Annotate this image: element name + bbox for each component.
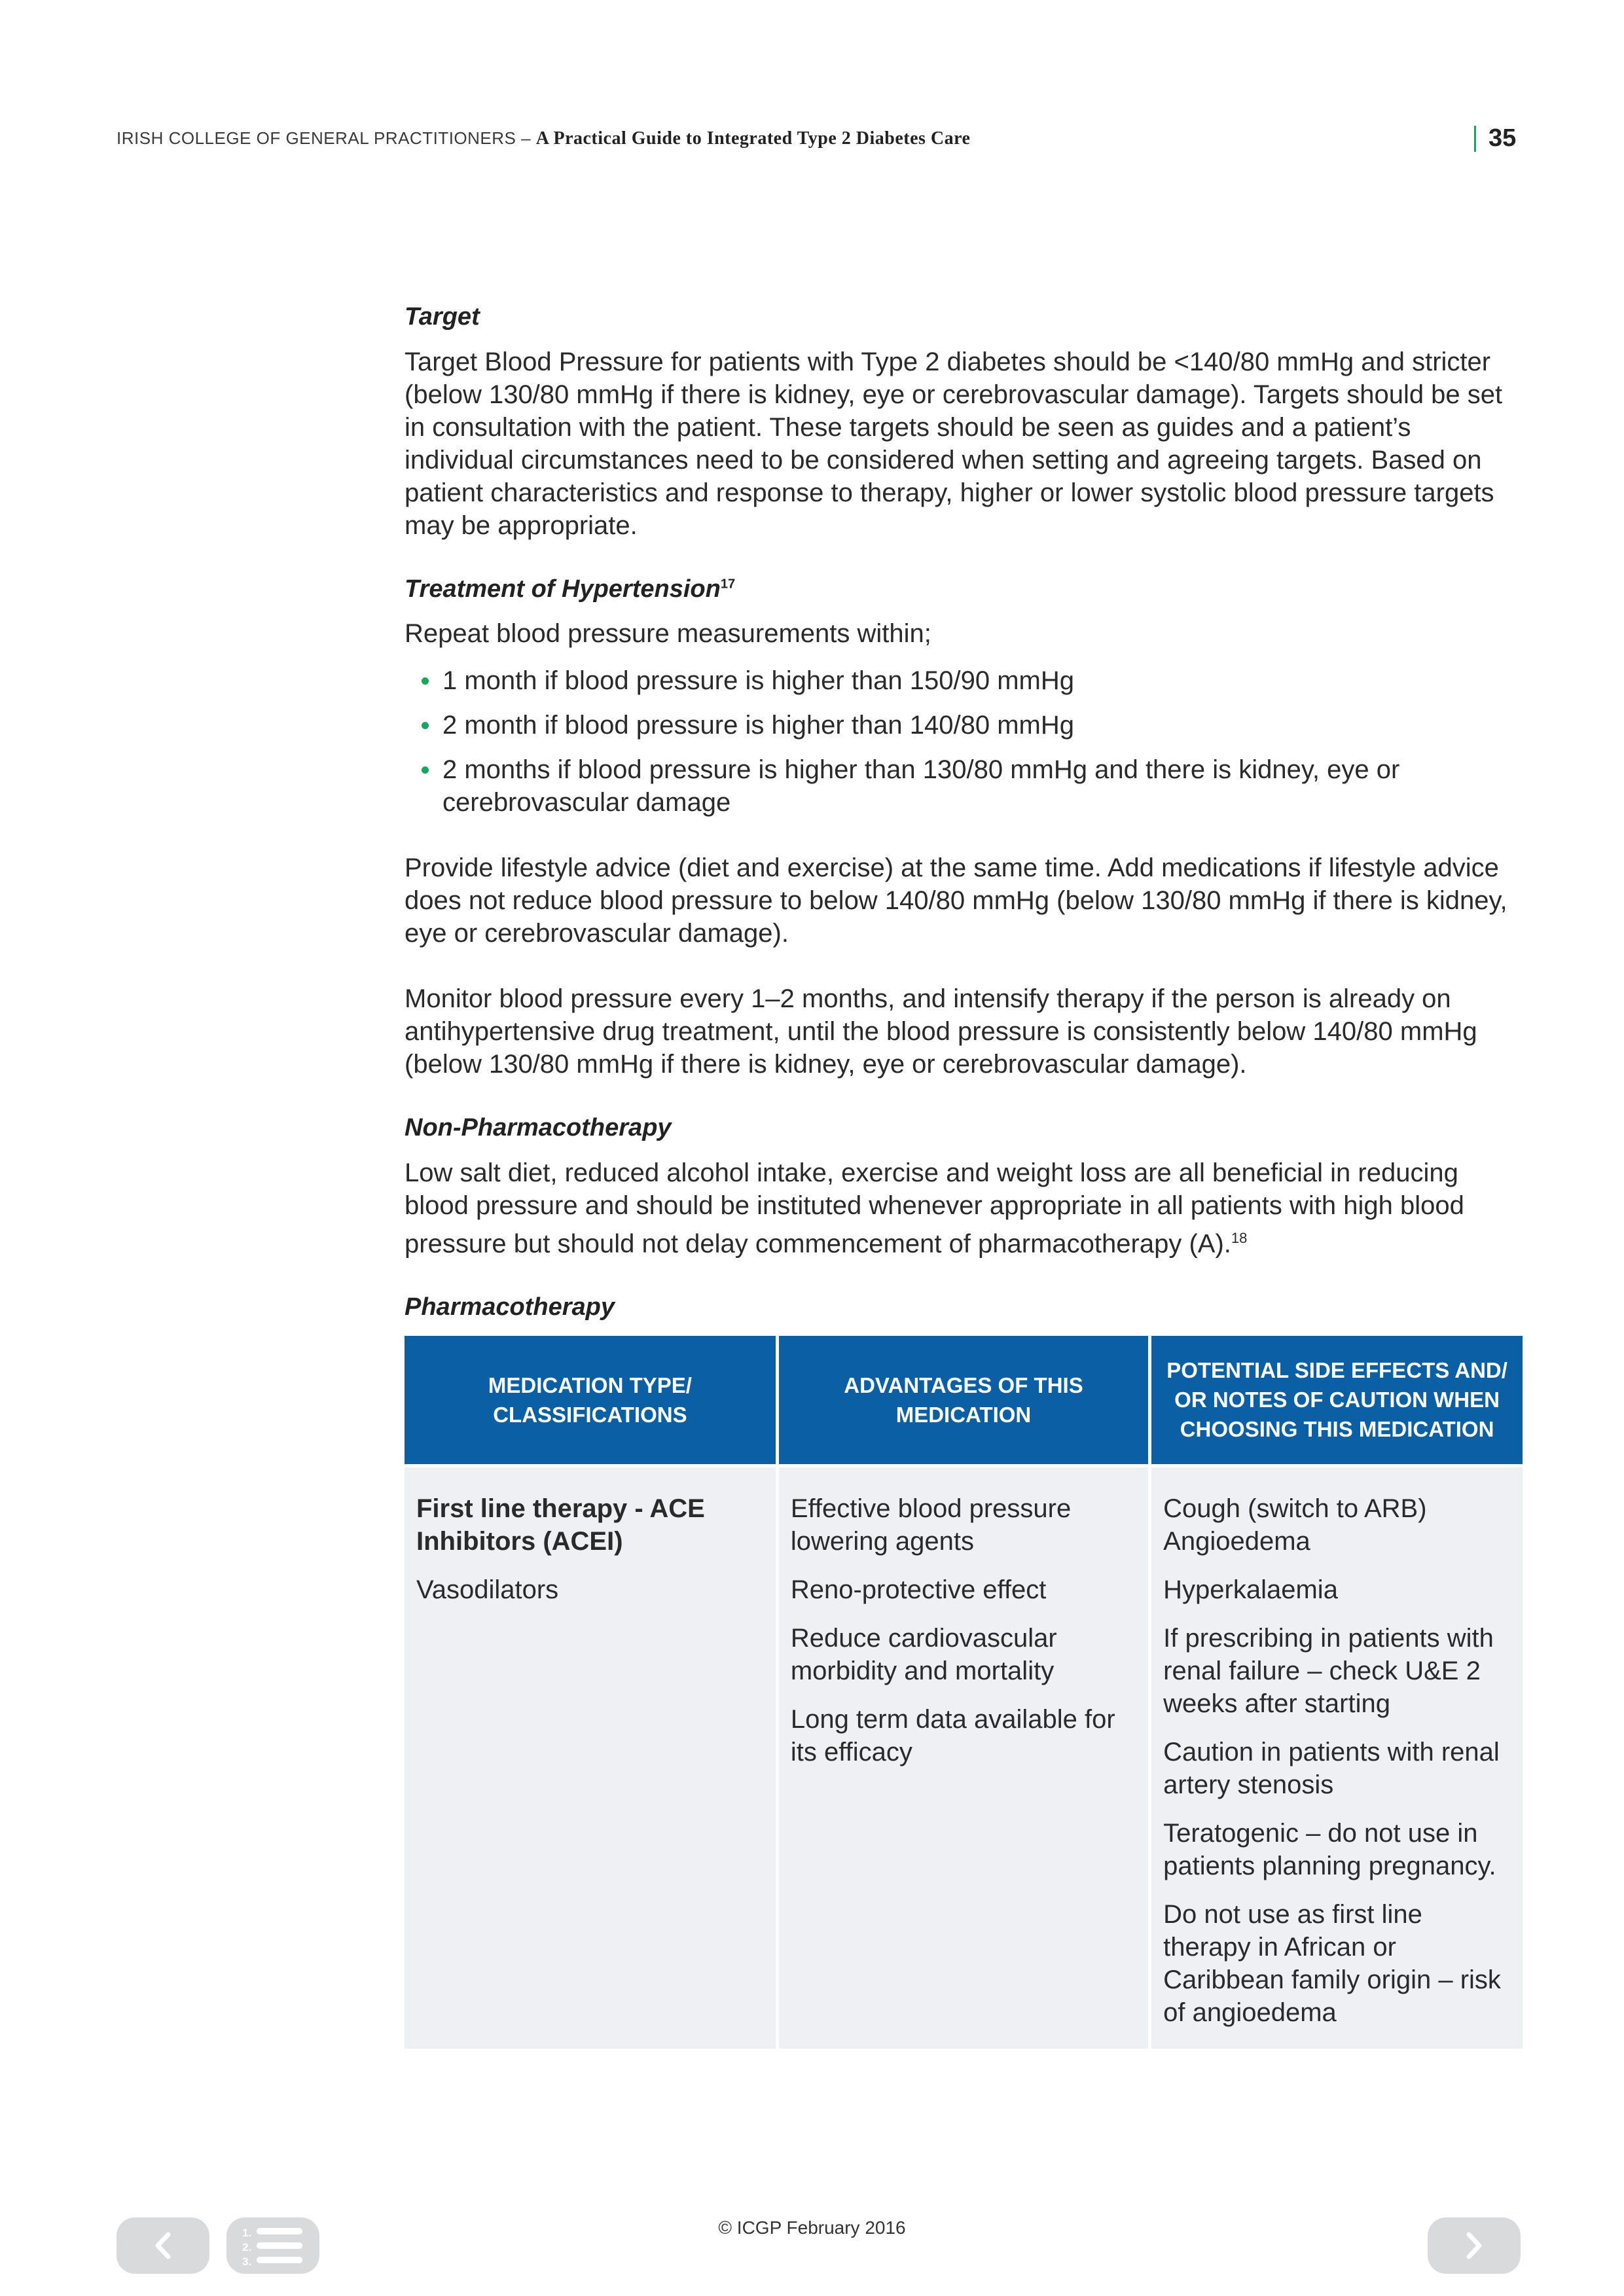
side-effect-item: Hyperkalaemia xyxy=(1163,1575,1338,1604)
advantage-item: Effective blood pressure lowering agents xyxy=(790,1494,1072,1556)
side-effect-item: Teratogenic – do not use in patients planning pregnancy. xyxy=(1163,1818,1496,1880)
toc-number: 1. xyxy=(242,2227,252,2239)
bullet-text: 2 months if blood pressure is higher than 130/80 mmHg and there is kidney, eye or cerebrovascular damage xyxy=(442,755,1400,817)
header-org: IRISH COLLEGE OF GENERAL PRACTITIONERS xyxy=(117,128,516,148)
column-header-medication-type: MEDICATION TYPE/ CLASSIFICATIONS xyxy=(405,1336,777,1466)
header-divider xyxy=(1474,126,1476,152)
target-paragraph: Target Blood Pressure for patients with Type 2 diabetes should be <140/80 mmHg and stricter (below 130/80 mmHg if there is kidney, eye or cerebrovascular damage). Targets should be set in consultation with the patient. These targets should be seen as guides and a patient’s individual circumstances need to be considered when setting and agreeing targets. Based on patient characteristics and response to therapy, higher or lower systolic blood pressure targets may be appropriate. xyxy=(405,347,1503,540)
treatment-paragraph-lifestyle: Provide lifestyle advice (diet and exercise) at the same time. Add medications if lifestyle advice does not reduce blood pressure to below 140/80 mmHg (below 130/80 mmHg if there is kidney, eye or cerebrovascular damage). xyxy=(405,853,1507,948)
bullet-icon xyxy=(422,677,429,685)
treatment-paragraph-monitor: Monitor blood pressure every 1–2 months, and intensify therapy if the person is already on antihypertensive drug treatment, until the blood pressure is consistently below 140/80 mmHg (below 130/80 mmHg if there is kidney, eye or cerebrovascular damage). xyxy=(405,984,1477,1079)
main-content xyxy=(405,302,1524,2049)
side-effect-item: If prescribing in patients with renal failure – check U&E 2 weeks after starting xyxy=(1163,1623,1494,1718)
side-effect-item: Do not use as first line therapy in African or Caribbean family origin – risk of angioedema xyxy=(1163,1899,1501,2027)
cell-medication-type xyxy=(405,1465,777,2049)
treatment-reference: 17 xyxy=(720,576,736,591)
footer-copyright: © ICGP February 2016 xyxy=(718,2217,906,2238)
next-page-button[interactable] xyxy=(1428,2217,1521,2274)
side-effect-item: Caution in patients with renal artery stenosis xyxy=(1163,1737,1500,1799)
medication-class: First line therapy - ACE Inhibitors (ACEI) xyxy=(416,1494,705,1556)
cell-advantages xyxy=(777,1465,1149,2049)
bullet-text: 2 month if blood pressure is higher than 140/80 mmHg xyxy=(442,711,1074,740)
toc-number: 2. xyxy=(242,2241,252,2253)
non-pharmacotherapy-reference: 18 xyxy=(1231,1229,1248,1246)
treatment-heading-text: Treatment of Hypertension xyxy=(405,575,721,603)
advantage-item: Reno-protective effect xyxy=(790,1575,1047,1604)
header-title xyxy=(117,128,970,149)
bullet-text: 1 month if blood pressure is higher than 150/90 mmHg xyxy=(442,666,1074,696)
non-pharmacotherapy-text: Low salt diet, reduced alcohol intake, exercise and weight loss are all beneficial in reducing blood pressure and should be instituted whenever appropriate in all patients with high blood pressure but should not delay commencement of pharmacotherapy (A). xyxy=(405,1158,1464,1259)
treatment-bullet-list xyxy=(405,664,1524,819)
section-heading-target: Target xyxy=(405,303,480,331)
side-effect-item: Cough (switch to ARB) Angioedema xyxy=(1163,1494,1427,1556)
running-header xyxy=(117,124,1517,154)
section-heading-non-pharmacotherapy: Non-Pharmacotherapy xyxy=(405,1114,672,1142)
page-number: 35 xyxy=(1489,124,1517,152)
bullet-icon xyxy=(422,722,429,729)
column-header-side-effects: POTENTIAL SIDE EFFECTS AND/ OR NOTES OF CAUTION WHEN CHOOSING THIS MEDICATION xyxy=(1150,1336,1523,1466)
list-item xyxy=(405,709,1524,742)
bullet-icon xyxy=(422,766,429,774)
table-header-row xyxy=(405,1336,1523,1466)
column-header-advantages: ADVANTAGES OF THIS MEDICATION xyxy=(777,1336,1149,1466)
non-pharmacotherapy-paragraph xyxy=(405,1157,1524,1260)
list-item xyxy=(405,753,1524,819)
medication-table xyxy=(405,1336,1523,2049)
list-item xyxy=(405,664,1524,697)
medication-subclass: Vasodilators xyxy=(416,1575,559,1604)
advantage-item: Reduce cardiovascular morbidity and mortality xyxy=(790,1623,1057,1685)
header-guide-title: A Practical Guide to Integrated Type 2 Diabetes Care xyxy=(535,128,971,149)
section-heading-pharmacotherapy: Pharmacotherapy xyxy=(405,1293,615,1321)
table-row xyxy=(405,1465,1523,2049)
chevron-right-icon xyxy=(1461,2229,1487,2262)
advantage-item: Long term data available for its efficacy xyxy=(790,1704,1115,1767)
cell-side-effects xyxy=(1150,1465,1523,2049)
section-heading-treatment xyxy=(405,575,1524,605)
treatment-intro: Repeat blood pressure measurements within; xyxy=(405,619,931,649)
header-separator: – xyxy=(516,128,536,148)
toc-number: 3. xyxy=(242,2255,252,2268)
